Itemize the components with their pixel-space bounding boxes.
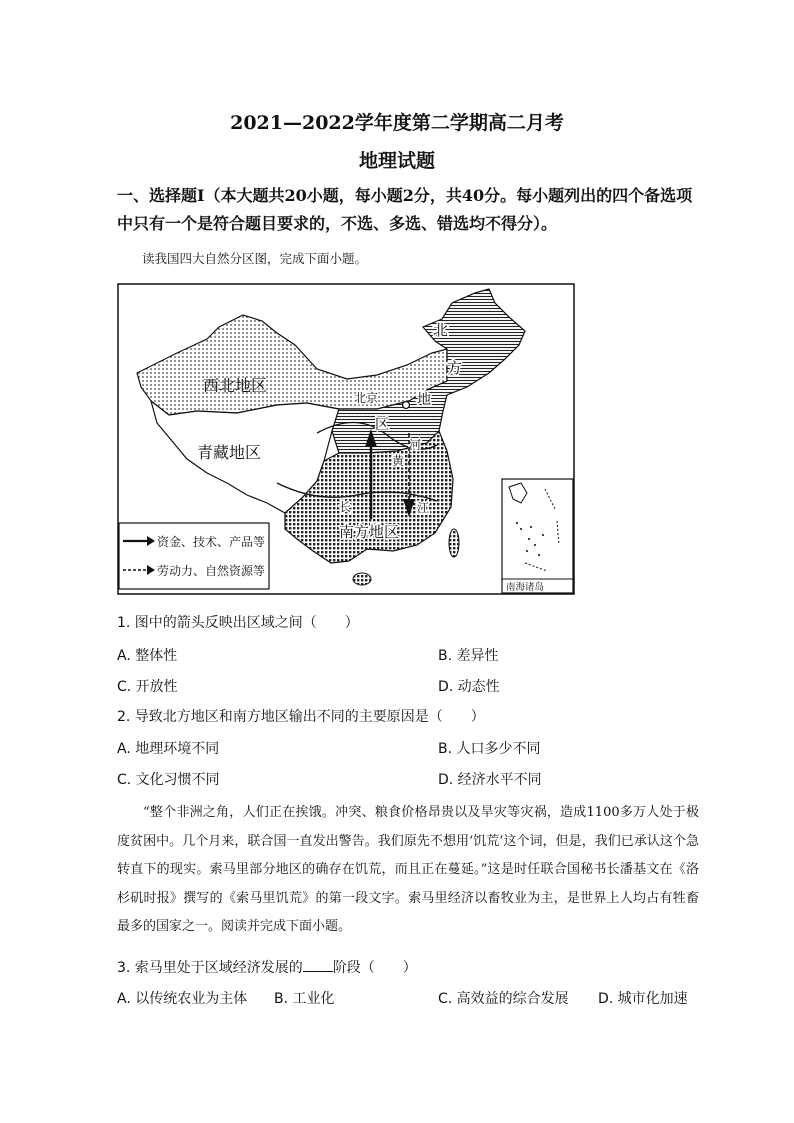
- inset-label: 南海诸岛: [506, 582, 545, 593]
- q2-option-d[interactable]: D. 经济水平不同: [438, 772, 542, 788]
- q2-option-b[interactable]: B. 人口多少不同: [438, 741, 541, 757]
- label-north-3: 地: [417, 392, 431, 408]
- page-title: 2021—2022学年度第二学期高二月考: [230, 112, 564, 134]
- label-beijing: 北京: [354, 391, 379, 405]
- q1-option-c[interactable]: C. 开放性: [117, 679, 178, 695]
- beijing-marker: [403, 402, 410, 409]
- q2-option-a[interactable]: A. 地理环境不同: [117, 741, 220, 757]
- passage-text: “整个非洲之角，人们正在挨饿。冲突、粮食价格昂贵以及旱灾等灾祸，造成1100多万人处于极度贫困中。几个月来，联合国一直发出警告。我们原先不想用‘饥荒’这个词，但是，我们已承认这个急转直下的现实。索马里部分地区的确存在饥荒，而且正在蔓延。”这是时任联合国秘书长潘基文在《洛杉矶时报》撰写的《索马里饥荒》的第一段文字。索马里经济以畜牧业为主，是世界上人均占有牲畜最多的国家之一。阅读并完成下面小题。: [117, 805, 699, 934]
- section-heading: 一、选择题Ⅰ（本大题共20小题，每小题2分，共40分。每小题列出的四个备选项中只有一个是符合题目要求的，不选、多选、错选均不得分）。: [117, 186, 693, 233]
- reading-passage: [117, 799, 699, 942]
- island-hainan: [353, 573, 371, 585]
- label-qingzang: 青藏地区: [197, 443, 262, 462]
- q3-option-a[interactable]: A. 以传统农业为主体: [117, 991, 248, 1007]
- label-river-chang: 长: [339, 500, 352, 514]
- label-river-huang: 黄: [392, 454, 405, 468]
- question-2-stem: 2. 导致北方地区和南方地区输出不同的主要原因是（ ）: [117, 709, 485, 725]
- china-regions-map: [117, 283, 575, 595]
- question-1-stem: 1. 图中的箭头反映出区域之间（ ）: [117, 615, 359, 631]
- map-intro: 读我国四大自然分区图，完成下面小题。: [142, 251, 368, 266]
- q1-option-b[interactable]: B. 差异性: [438, 648, 499, 664]
- q3-stem-before: 3. 索马里处于区域经济发展的: [117, 960, 303, 976]
- q1-option-a[interactable]: A. 整体性: [117, 648, 178, 664]
- q3-blank: [303, 958, 333, 972]
- label-north-2: 方: [447, 359, 463, 377]
- question-3-stem: [117, 957, 417, 977]
- legend-dashed-label: 劳动力、自然资源等: [157, 564, 266, 578]
- inset-south-china-sea: [502, 479, 573, 593]
- q3-stem-after: 阶段（ ）: [332, 960, 417, 976]
- q3-option-d[interactable]: D. 城市化加速: [598, 991, 688, 1007]
- label-river-jiang: 江: [417, 501, 430, 515]
- legend-solid-label: 资金、技术、产品等: [157, 535, 266, 549]
- q2-option-c[interactable]: C. 文化习惯不同: [117, 772, 220, 788]
- page-subtitle: 地理试题: [358, 150, 435, 172]
- label-north-4: 区: [375, 417, 389, 433]
- label-south: 南方地区: [339, 523, 400, 541]
- q3-option-b[interactable]: B. 工业化: [274, 991, 335, 1007]
- q1-option-d[interactable]: D. 动态性: [438, 679, 500, 695]
- q3-option-c[interactable]: C. 高效益的综合发展: [438, 991, 569, 1007]
- label-river-he: 河: [409, 438, 422, 452]
- map-legend: [119, 523, 269, 589]
- island-taiwan: [449, 529, 459, 557]
- label-northwest: 西北地区: [203, 376, 268, 395]
- label-north-1: 北: [433, 321, 449, 339]
